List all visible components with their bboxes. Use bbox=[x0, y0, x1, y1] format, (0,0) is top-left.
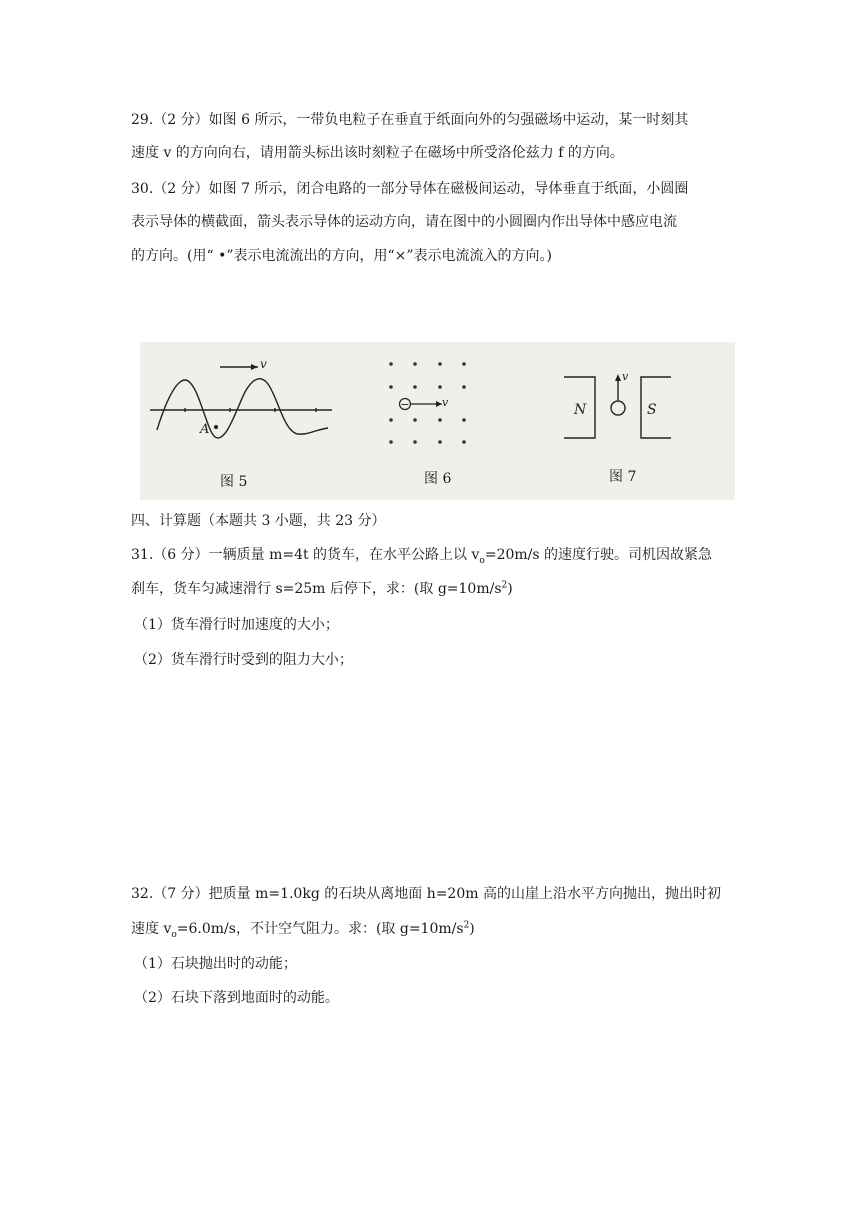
q31-part-1: （1）货车滑行时加速度的大小； bbox=[134, 617, 339, 633]
q31-part-2: （2）货车滑行时受到的阻力大小； bbox=[134, 652, 353, 668]
q30-line-2: 表示导体的横截面，箭头表示导体的运动方向，请在图中的小圆圈内作出导体中感应电流 bbox=[131, 214, 677, 230]
q30-line-3: 的方向。(用“ •”表示电流流出的方向，用“×”表示电流流入的方向。) bbox=[131, 248, 552, 264]
fig5-caption: 图 5 bbox=[220, 474, 248, 490]
fig5-point-label: A bbox=[200, 422, 210, 437]
fig6-velocity-label: v bbox=[442, 396, 449, 409]
q32-part-1: （1）石块抛出时的动能； bbox=[134, 956, 297, 972]
fig5-wave-figure bbox=[150, 364, 332, 438]
q31-line-1: 31.（6 分）一辆质量 m=4t 的货车，在水平公路上以 $v_o=20m/s$ 的速度行驶。司机因故紧急 bbox=[131, 547, 713, 566]
fig7-south-label: S bbox=[647, 402, 657, 418]
fig7-caption: 图 7 bbox=[609, 469, 637, 485]
q29-line-2: 速度 v 的方向向右，请用箭头标出该时刻粒子在磁场中所受洛伦兹力 f 的方向。 bbox=[131, 145, 624, 161]
section-4-heading: 四、计算题（本题共 3 小题，共 23 分） bbox=[131, 513, 386, 529]
fig5-arrowhead-icon bbox=[251, 364, 258, 370]
fig6-charge-symbol: − bbox=[400, 398, 410, 411]
q32-line-2: 速度 $v_o=6.0m/s$，不计空气阻力。求：(取 $g=10m/s^2$) bbox=[131, 920, 475, 940]
fig5-sine-curve bbox=[157, 379, 328, 438]
fig7-velocity-label: v bbox=[622, 370, 629, 383]
fig5-velocity-label: v bbox=[260, 357, 267, 371]
q32-line-1: 32.（7 分）把质量 m=1.0kg 的石块从离地面 h=20m 高的山崖上沿水平方向抛出，抛出时初 bbox=[131, 886, 721, 902]
q32-part-2: （2）石块下落到地面时的动能。 bbox=[134, 990, 339, 1006]
q31-line-2: 刹车，货车匀减速滑行 s=25m 后停下，求：(取 $g=10m/s^2$) bbox=[131, 580, 513, 597]
fig7-conductor-circle bbox=[611, 401, 625, 415]
fig7-north-label: N bbox=[574, 402, 587, 418]
fig6-caption: 图 6 bbox=[424, 471, 452, 487]
q30-line-1: 30.（2 分）如图 7 所示，闭合电路的一部分导体在磁极间运动，导体垂直于纸面，小圆圈 bbox=[131, 181, 689, 197]
fig5-point-a bbox=[214, 425, 218, 429]
fig7-arrowhead-icon bbox=[615, 374, 621, 381]
figure-strip bbox=[140, 342, 735, 500]
q29-line-1: 29.（2 分）如图 6 所示，一带负电粒子在垂直于纸面向外的匀强磁场中运动，某一时刻其 bbox=[131, 112, 689, 128]
